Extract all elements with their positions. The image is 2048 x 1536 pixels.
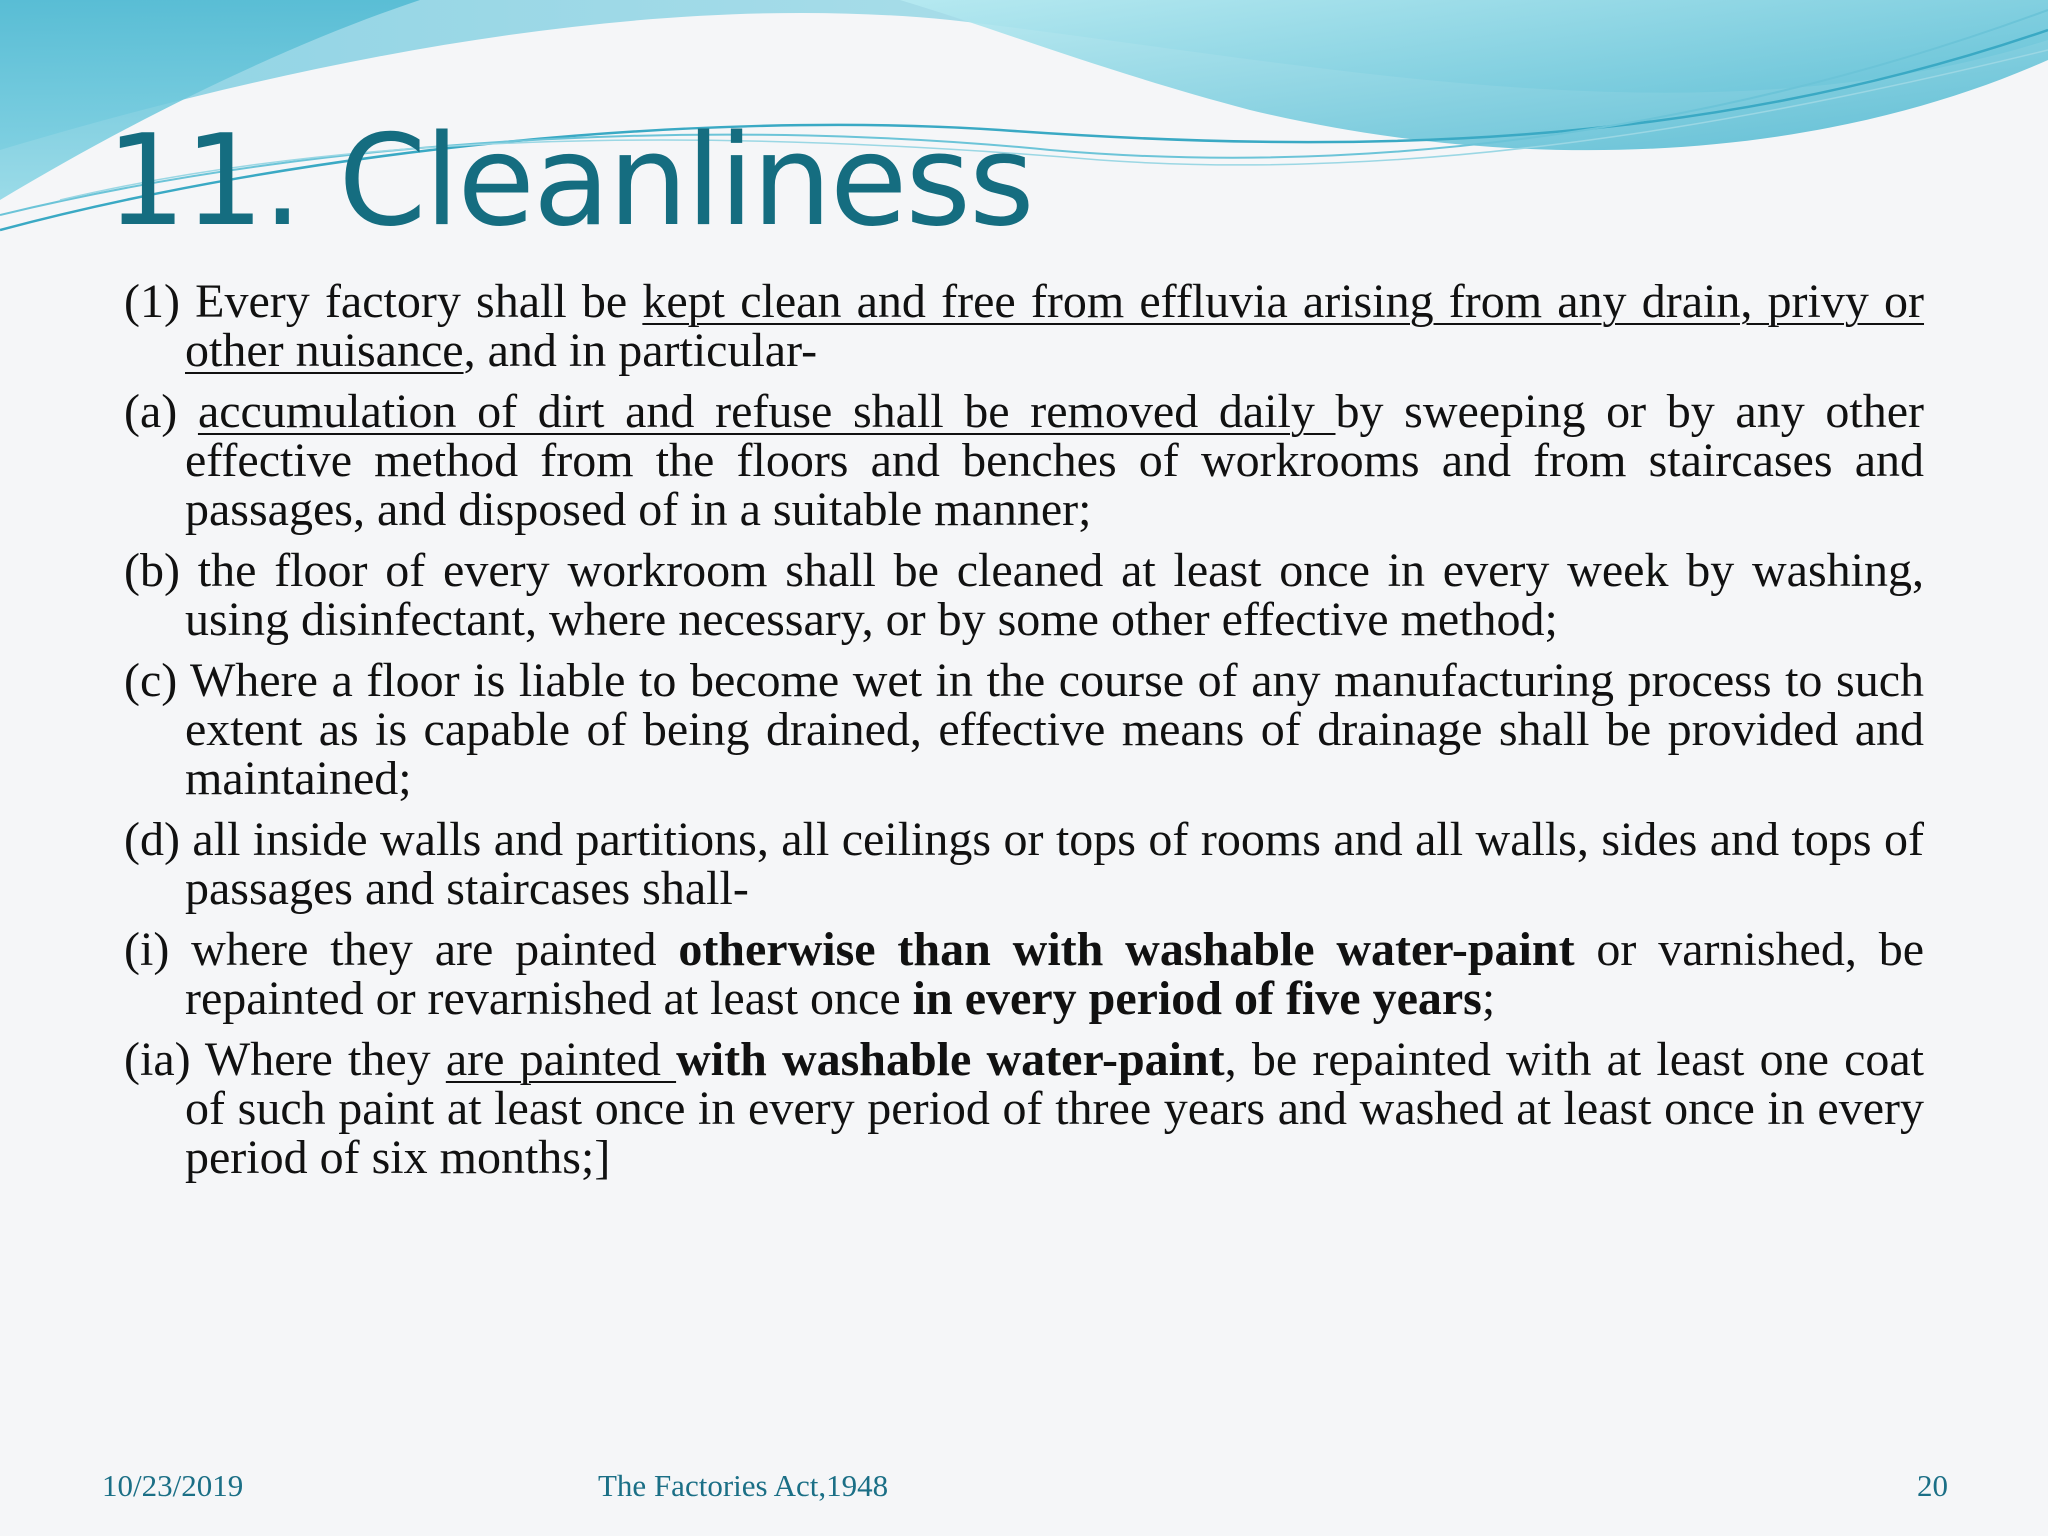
footer-date: 10/23/2019	[102, 1468, 244, 1503]
paragraph-b	[124, 546, 1924, 644]
text-segment: , and in particular-	[463, 324, 818, 377]
text-segment: (b) the floor of every workroom shall be cleaned at least once in every week by washing, using disinfectant, where necessary, or by some other effective method;	[124, 544, 1924, 646]
underlined-segment: kept clean and free from effluvia arising from any drain, privy or other nuisance	[185, 275, 1925, 377]
bold-segment: with washable water-paint	[676, 1033, 1225, 1086]
paragraph-i	[124, 925, 1924, 1023]
text-segment: (d) all inside walls and partitions, all ceilings or tops of rooms and all walls, sides and tops of passages and staircases shall-	[124, 813, 1924, 915]
text-segment: or varnished, be repainted or revarnished at least once	[185, 923, 1925, 1025]
paragraph-c	[124, 656, 1924, 803]
slide-body	[124, 277, 1924, 1194]
text-segment: (1) Every factory shall be	[124, 275, 643, 328]
text-segment: ;	[1481, 972, 1496, 1025]
underlined-segment: accumulation of dirt and refuse shall be removed daily	[197, 385, 1336, 438]
text-segment: (ia) Where they	[124, 1033, 446, 1086]
text-segment: (a)	[124, 385, 198, 438]
text-segment: (c) Where a floor is liable to become wet in the course of any manufacturing process to such extent as is capable of being drained, effective means of drainage shall be provided and maintained;	[124, 654, 1924, 805]
bold-segment: otherwise than with washable water-paint	[678, 923, 1575, 976]
wave-right-band	[900, 0, 2048, 150]
underlined-segment: are painted	[445, 1033, 677, 1086]
bold-segment: in every period of five years	[912, 972, 1482, 1025]
paragraph-d	[124, 815, 1924, 913]
paragraph-1	[124, 277, 1924, 375]
footer-title: The Factories Act,1948	[598, 1468, 889, 1503]
paragraph-a	[124, 387, 1924, 534]
paragraph-ia	[124, 1035, 1924, 1182]
text-segment: (i) where they are painted	[124, 923, 679, 976]
text-segment: by sweeping or by any other effective method from the floors and benches of workrooms and from staircases and passages, and disposed of in a suitable manner;	[185, 385, 1924, 536]
text-segment: , be repainted with at least one coat of such paint at least once in every period of three years and washed at least once in every period of six months;]	[185, 1033, 1925, 1184]
footer-page-number: 20	[1917, 1468, 1948, 1503]
slide-title: 11. Cleanliness	[106, 107, 1033, 254]
